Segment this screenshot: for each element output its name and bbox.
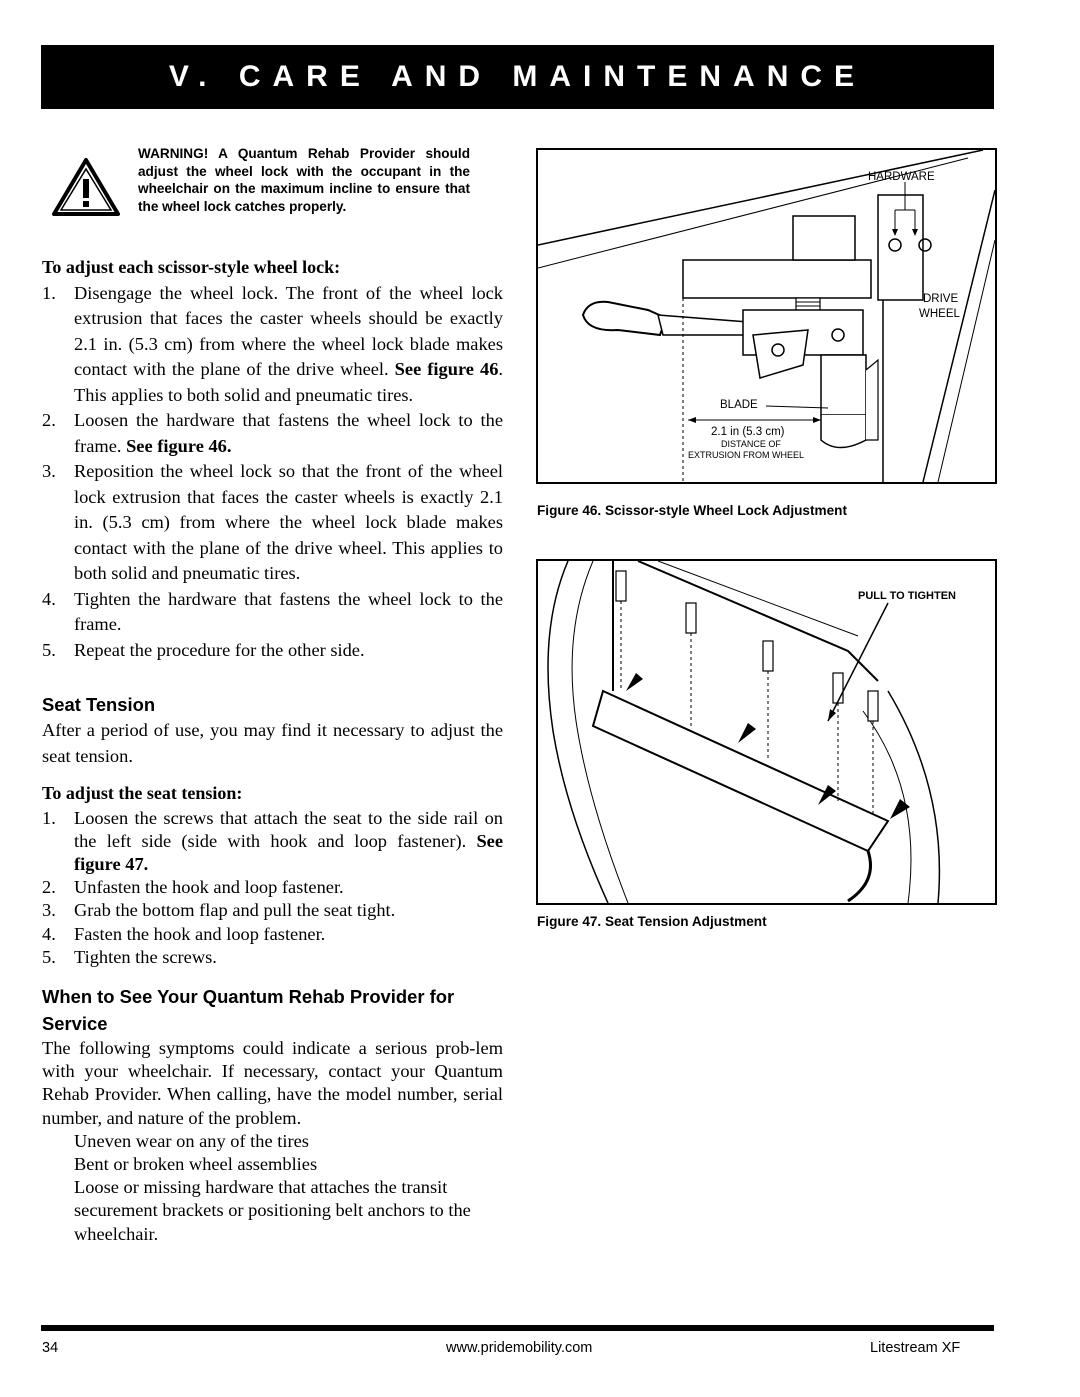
- figure-46-caption: Figure 46. Scissor-style Wheel Lock Adjustment: [537, 503, 847, 518]
- warning-triangle-icon: [52, 157, 120, 217]
- seat-tension-subhead: To adjust the seat tension:: [42, 783, 243, 803]
- step-item: [42, 638, 503, 664]
- figure-reference: See figure 46: [394, 359, 499, 379]
- seat-tension-heading: Seat Tension: [42, 694, 156, 715]
- label-pull-to-tighten: PULL TO TIGHTEN: [858, 590, 956, 602]
- step-number: 4.: [42, 923, 56, 944]
- footer-rule: [41, 1325, 994, 1331]
- section-title: V. CARE AND MAINTENANCE: [168, 60, 867, 93]
- service-intro: The following symptoms could indicate a serious prob-lem with your wheelchair. If necessary, contact your Quantum Rehab Provider. When calling, have the model number, serial number, and nature of the problem.: [42, 1037, 503, 1128]
- step-item: [42, 587, 503, 638]
- step-text: Tighten the hardware that fastens the wheel lock to the frame.: [74, 588, 503, 634]
- wheel-lock-steps: [42, 281, 503, 664]
- step-text: Tighten the screws.: [74, 946, 217, 967]
- step-item: [42, 923, 503, 946]
- step-number: 3.: [42, 900, 56, 921]
- wheel-lock-diagram: [538, 150, 995, 482]
- seat-tension-intro: After a period of use, you may find it necessary to adjust the seat tension.: [42, 720, 503, 766]
- step-text: Repeat the procedure for the other side.: [74, 639, 365, 660]
- label-blade: BLADE: [720, 399, 758, 411]
- symptom-item: Bent or broken wheel assemblies: [74, 1153, 318, 1174]
- step-number: 5.: [42, 639, 56, 660]
- arrow-icon: [626, 673, 643, 691]
- step-text: Disengage the wheel lock. The front of the wheel lock extrusion that faces the caster wheels should be exactly 2.1 in. (5.3 cm) from where the wheel lock blade makes contact with the plane of the drive wheel.: [74, 282, 503, 379]
- label-distance-1: DISTANCE OF: [721, 439, 781, 449]
- arrow-icon: [738, 723, 756, 743]
- step-text: Fasten the hook and loop fastener.: [74, 923, 326, 944]
- step-item: [42, 899, 503, 922]
- figure-reference: See figure 47.: [74, 830, 503, 874]
- step-text: Loosen the screws that attach the seat to the side rail on the left side (side with hook and loop fastener).: [74, 807, 503, 851]
- figure-reference: See figure 46.: [126, 435, 232, 456]
- wheel-lock-subhead: To adjust each scissor-style wheel lock:: [42, 257, 341, 277]
- step-number: 3.: [42, 461, 56, 481]
- step-item: [42, 807, 503, 877]
- step-number: 1.: [42, 807, 56, 828]
- label-drive: DRIVE: [923, 293, 959, 305]
- step-text: Reposition the wheel lock so that the front of the wheel lock extrusion that faces the caster wheels is exactly 2.1 in. (5.3 cm) from where the wheel lock blade makes contact with the plane of the drive wheel. This applies to both solid and pneumatic tires.: [74, 461, 503, 583]
- step-text: Unfasten the hook and loop fastener.: [74, 877, 344, 898]
- step-text: Grab the bottom flap and pull the seat tight.: [74, 900, 396, 921]
- step-number: 2.: [42, 410, 56, 430]
- service-heading: When to See Your Quantum Rehab Provider for Service: [42, 985, 455, 1034]
- figure-47-caption: Figure 47. Seat Tension Adjustment: [537, 914, 767, 929]
- seat-tension-diagram: [538, 561, 995, 903]
- label-measure: 2.1 in (5.3 cm): [711, 426, 785, 438]
- label-hardware: HARDWARE: [868, 171, 935, 183]
- label-wheel: WHEEL: [919, 308, 960, 320]
- step-item: [42, 459, 503, 587]
- section-header: [41, 45, 994, 109]
- seat-tension-steps: [42, 807, 503, 969]
- main-text-column: [42, 255, 503, 1246]
- step-number: 4.: [42, 588, 56, 609]
- step-item: [42, 408, 503, 459]
- figure-46-illustration: [536, 148, 997, 484]
- footer-url: www.pridemobility.com: [446, 1340, 593, 1356]
- symptom-item: Loose or missing hardware that attaches the transit securement brackets or positioning belt anchors to the wheelchair.: [74, 1177, 471, 1244]
- arrow-icon: [890, 799, 910, 819]
- step-item: [42, 876, 503, 899]
- symptom-item: Uneven wear on any of the tires: [74, 1130, 309, 1151]
- step-number: 5.: [42, 946, 56, 967]
- step-item: [42, 281, 503, 409]
- step-number: 2.: [42, 877, 56, 898]
- footer-model: Litestream XF: [870, 1340, 961, 1356]
- step-number: 1.: [42, 282, 56, 303]
- figure-47-illustration: [536, 559, 997, 905]
- page-number: 34: [42, 1340, 59, 1356]
- step-text-continued: . This applies to both solid and pneumatic tires.: [74, 359, 503, 405]
- step-item: [42, 946, 503, 969]
- label-distance-2: EXTRUSION FROM WHEEL: [688, 450, 805, 460]
- symptom-list: [42, 1130, 503, 1246]
- warning-text: WARNING! A Quantum Rehab Provider should adjust the wheel lock with the occupant in the wheelchair on the maximum incline to ensure that the wheel lock catches properly.: [138, 146, 470, 214]
- step-text: Loosen the hardware that fastens the wheel lock to the frame.: [74, 410, 503, 456]
